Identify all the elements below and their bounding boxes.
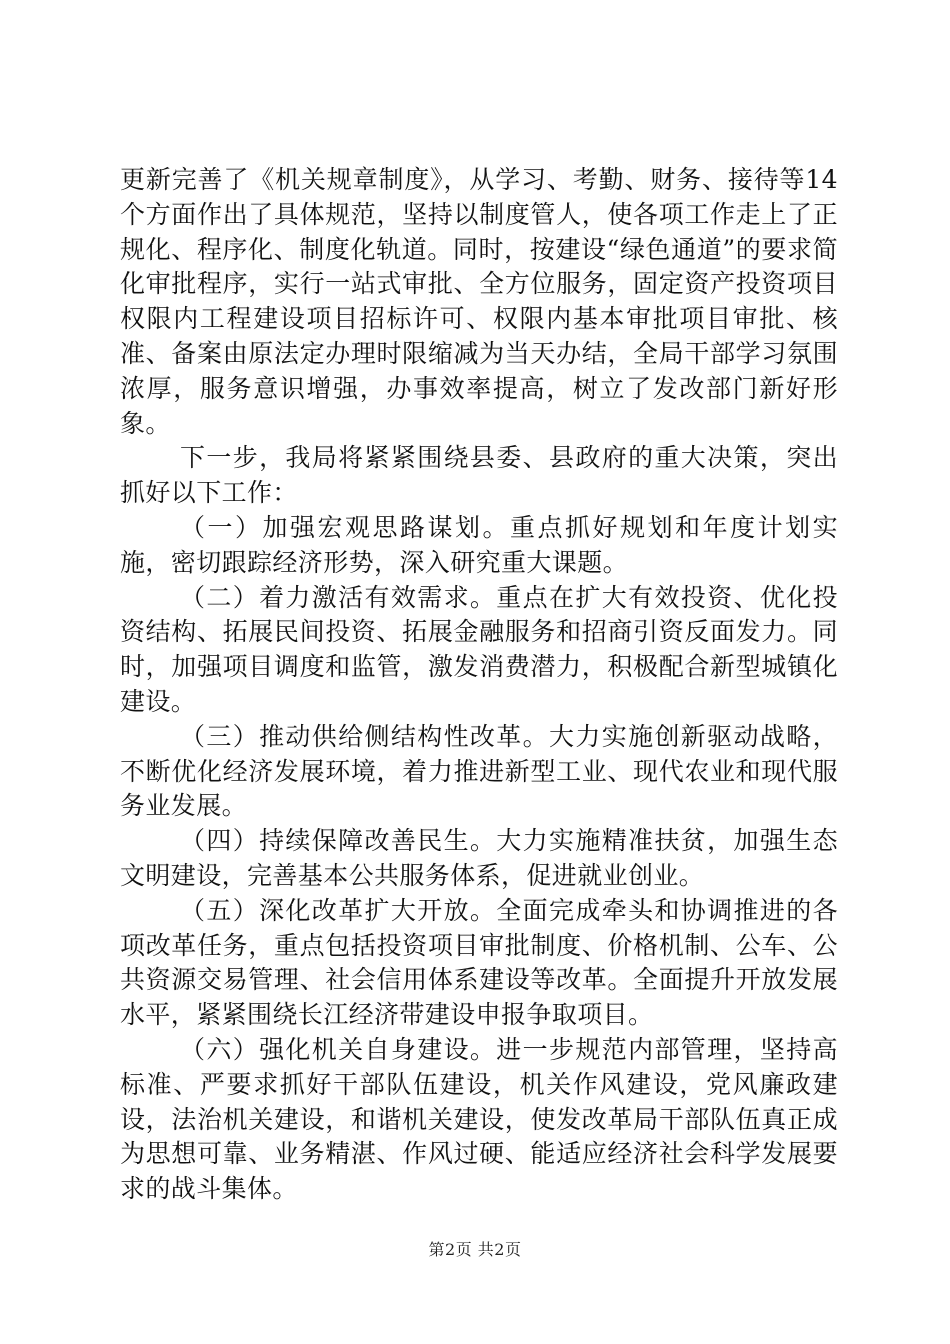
paragraph-continuation: 更新完善了《机关规章制度》，从学习、考勤、财务、接待等14个方面作出了具体规范，坚持以制度管人，使各项工作走上了正规化、程序化、制度化轨道。同时，按建设“绿色通道”的要求简化审批程序，实行一站式审批、全方位服务，固定资产投资项目权限内工程建设项目招标许可、权限内基本审批项目审批、核准、备案由原法定办理时限缩减为当天办结，全局干部学习氛围浓厚，服务意识增强，办事效率提高，树立了发改部门新好形象。 [120, 165, 838, 438]
page-footer [0, 1240, 950, 1260]
paragraph-next-steps-intro: 下一步，我局将紧紧围绕县委、县政府的重大决策，突出抓好以下工作： [120, 443, 838, 508]
document-body [120, 163, 838, 1207]
paragraph-item-6: （六）强化机关自身建设。进一步规范内部管理，坚持高标准、严要求抓好干部队伍建设，机关作风建设，党风廉政建设，法治机关建设，和谐机关建设，使发改革局干部队伍真正成为思想可靠、业务精湛、作风过硬、能适应经济社会科学发展要求的战斗集体。 [120, 1034, 838, 1204]
paragraph-item-5: （五）深化改革扩大开放。全面完成牵头和协调推进的各项改革任务，重点包括投资项目审批制度、价格机制、公车、公共资源交易管理、社会信用体系建设等改革。全面提升开放发展水平，紧紧围绕长江经济带建设申报争取项目。 [120, 895, 838, 1030]
paragraph-item-2: （二）着力激活有效需求。重点在扩大有效投资、优化投资结构、拓展民间投资、拓展金融服务和招商引资反面发力。同时，加强项目调度和监管，激发消费潜力，积极配合新型城镇化建设。 [120, 582, 838, 716]
paragraph-item-4: （四）持续保障改善民生。大力实施精准扶贫，加强生态文明建设，完善基本公共服务体系，促进就业创业。 [120, 826, 838, 890]
paragraph-item-1: （一）加强宏观思路谋划。重点抓好规划和年度计划实施，密切跟踪经济形势，深入研究重大课题。 [120, 512, 838, 577]
paragraph-item-3: （三）推动供给侧结构性改革。大力实施创新驱动战略，不断优化经济发展环境，着力推进新型工业、现代农业和现代服务业发展。 [120, 721, 838, 821]
page-number-label: 第2页 共2页 [428, 1240, 522, 1259]
